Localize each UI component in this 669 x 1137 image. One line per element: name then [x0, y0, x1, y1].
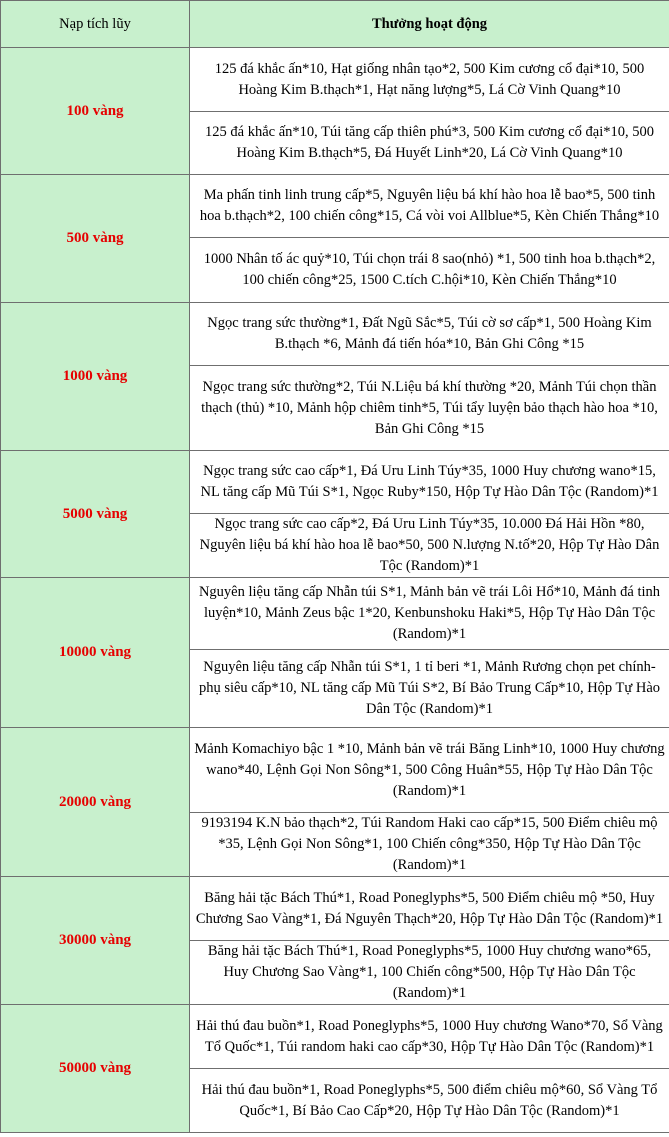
header-row [1, 1, 669, 48]
reward-cell: Băng hải tặc Bách Thú*1, Road Poneglyphs*5, 1000 Huy chương wano*65, Huy Chương Sao Vàng*1, 100 Chiến công*500, Hộp Tự Hào Dân Tộc (Random)*1 [190, 941, 669, 1005]
reward-cell: Nguyên liệu tăng cấp Nhẫn túi S*1, Mảnh bản vẽ trái Lôi Hổ*10, Mảnh đá tinh luyện*10, Mảnh Zeus bậc 1*20, Kenbunshoku Haki*5, Hộp Tự Hào Dân Tộc (Random)*1 [190, 578, 669, 650]
reward-cell: 125 đá khắc ấn*10, Túi tăng cấp thiên phú*3, 500 Kim cương cổ đại*10, 500 Hoàng Kim B.thạch*5, Đá Huyết Linh*20, Lá Cờ Vinh Quang*10 [190, 112, 669, 175]
reward-cell: Hải thú đau buồn*1, Road Poneglyphs*5, 500 điểm chiêu mộ*60, Sổ Vàng Tổ Quốc*1, Bí Bảo Cao Cấp*20, Hộp Tự Hào Dân Tộc (Random)*1 [190, 1069, 669, 1133]
table-row [1, 303, 669, 366]
table-row [1, 48, 669, 112]
reward-cell: Ngọc trang sức cao cấp*1, Đá Uru Linh Túy*35, 1000 Huy chương wano*15, NL tăng cấp Mũ Túi S*1, Ngọc Ruby*150, Hộp Tự Hào Dân Tộc (Random)*1 [190, 451, 669, 514]
table-row [1, 175, 669, 238]
header-reward: Thưởng hoạt động [190, 1, 669, 48]
reward-cell: Nguyên liệu tăng cấp Nhẫn túi S*1, 1 tỉ beri *1, Mảnh Rương chọn pet chính-phụ siêu cấp*10, NL tăng cấp Mũ Túi S*2, Bí Bảo Trung Cấp*10, Hộp Tự Hào Dân Tộc (Random)*1 [190, 650, 669, 728]
table-row [1, 1005, 669, 1069]
header-tier: Nạp tích lũy [1, 1, 190, 48]
table-row [1, 728, 669, 813]
tier-label: 5000 vàng [1, 451, 190, 578]
reward-cell: Hải thú đau buồn*1, Road Poneglyphs*5, 1000 Huy chương Wano*70, Sổ Vàng Tổ Quốc*1, Túi random haki cao cấp*30, Hộp Tự Hào Dân Tộc (Random)*1 [190, 1005, 669, 1069]
table-row [1, 877, 669, 941]
reward-cell: Ngọc trang sức thường*1, Đất Ngũ Sắc*5, Túi cờ sơ cấp*1, 500 Hoàng Kim B.thạch *6, Mảnh đá tiến hóa*10, Bản Ghi Công *15 [190, 303, 669, 366]
tier-label: 30000 vàng [1, 877, 190, 1005]
tier-label: 50000 vàng [1, 1005, 190, 1133]
reward-cell: Mảnh Komachiyo bậc 1 *10, Mảnh bản vẽ trái Băng Linh*10, 1000 Huy chương wano*40, Lệnh Gọi Non Sông*1, 500 Công Huân*55, Hộp Tự Hào Dân Tộc (Random)*1 [190, 728, 669, 813]
tier-label: 100 vàng [1, 48, 190, 175]
tier-label: 10000 vàng [1, 578, 190, 728]
reward-cell: 9193194 K.N bảo thạch*2, Túi Random Haki cao cấp*15, 500 Điểm chiêu mộ *35, Lệnh Gọi Non Sông*1, 100 Chiến công*350, Hộp Tự Hào Dân Tộc (Random)*1 [190, 813, 669, 877]
reward-cell: Ngọc trang sức thường*2, Túi N.Liệu bá khí thường *20, Mảnh Túi chọn thần thạch (thủ) *10, Mảnh hộp chiêm tinh*5, Túi tẩy luyện bảo thạch hào hoa *10, Bản Ghi Công *15 [190, 366, 669, 451]
tier-label: 1000 vàng [1, 303, 190, 451]
tier-label: 20000 vàng [1, 728, 190, 877]
reward-cell: Ma phấn tinh linh trung cấp*5, Nguyên liệu bá khí hào hoa lễ bao*5, 500 tinh hoa b.thạch*2, 100 chiến công*15, Cá vòi voi Allblue*5, Kèn Chiến Thắng*10 [190, 175, 669, 238]
reward-cell: 125 đá khắc ấn*10, Hạt giống nhân tạo*2, 500 Kim cương cổ đại*10, 500 Hoàng Kim B.thạch*1, Hạt năng lượng*5, Lá Cờ Vinh Quang*10 [190, 48, 669, 112]
reward-cell: 1000 Nhân tố ác quỷ*10, Túi chọn trái 8 sao(nhỏ) *1, 500 tinh hoa b.thạch*2, 100 chiến công*25, 1500 C.tích C.hội*10, Kèn Chiến Thắng*10 [190, 238, 669, 303]
table-row [1, 578, 669, 650]
reward-cell: Ngọc trang sức cao cấp*2, Đá Uru Linh Túy*35, 10.000 Đá Hải Hồn *80, Nguyên liệu bá khí hào hoa lễ bao*50, 500 N.lượng N.tố*20, Hộp Tự Hào Dân Tộc (Random)*1 [190, 514, 669, 578]
tier-label: 500 vàng [1, 175, 190, 303]
reward-cell: Băng hải tặc Bách Thú*1, Road Poneglyphs*5, 500 Điểm chiêu mộ *50, Huy Chương Sao Vàng*1, Đá Nguyên Thạch*20, Hộp Tự Hào Dân Tộc (Random)*1 [190, 877, 669, 941]
table-row [1, 451, 669, 514]
